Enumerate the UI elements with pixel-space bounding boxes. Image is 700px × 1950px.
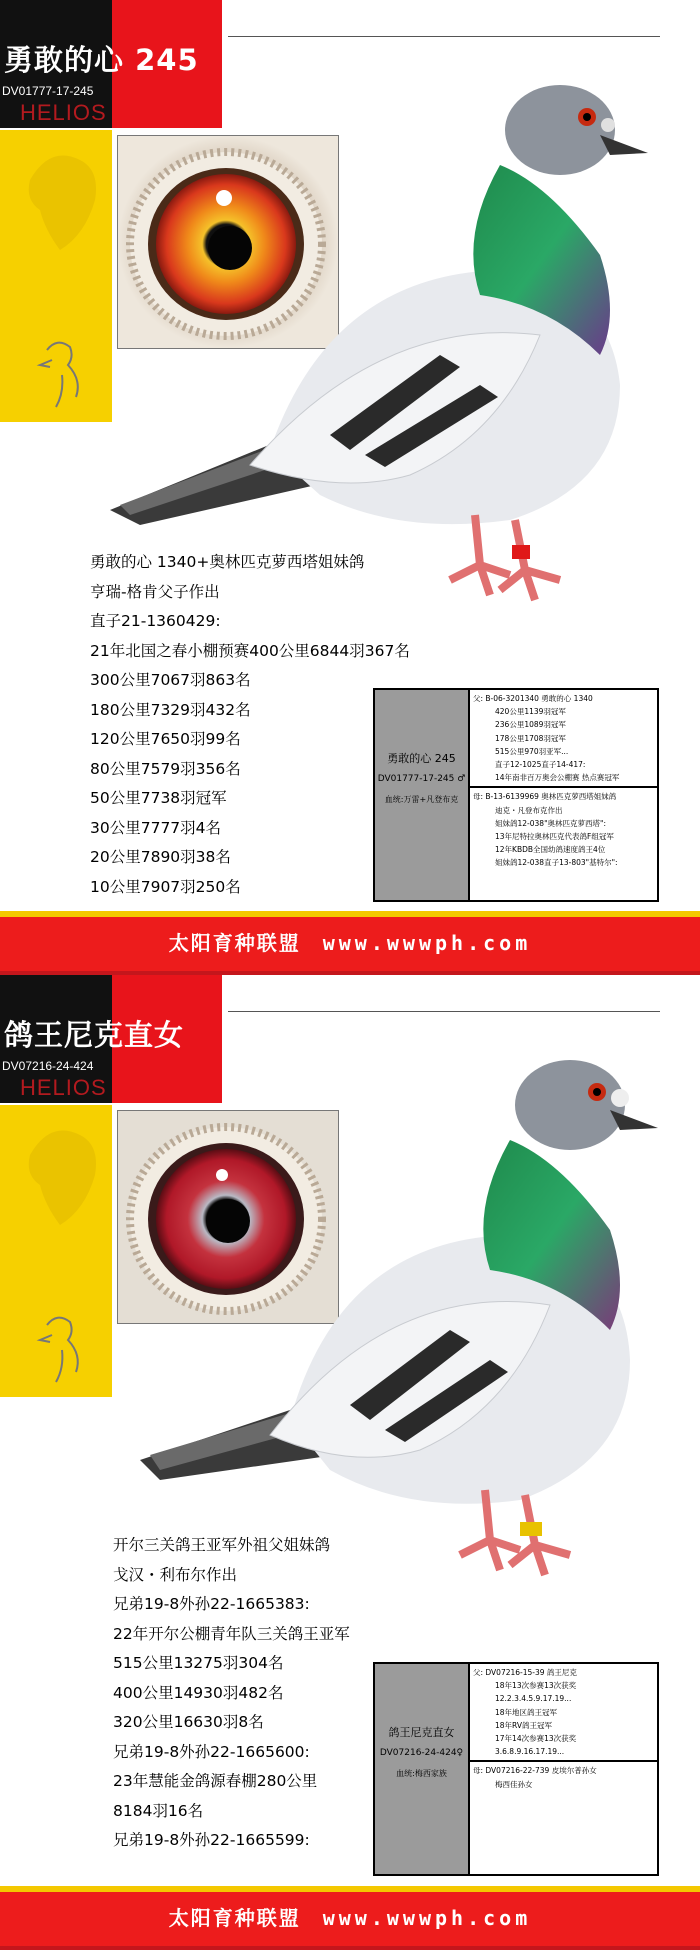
note-line: 515公里13275羽304名: [113, 1654, 284, 1672]
note-line: 亨瑞-格肯父子作出: [90, 582, 220, 601]
watermark-text: HELIOS: [20, 1075, 107, 1100]
header-divider: [228, 36, 660, 37]
pedigree-card: [373, 688, 659, 902]
sire-line: 420公里1139羽冠军: [495, 707, 566, 717]
note-line: 23年慧能金鸽源春棚280公里: [113, 1772, 318, 1790]
note-line: 180公里7329羽432名: [90, 700, 251, 719]
performance-notes: [113, 1531, 350, 1856]
footer-url[interactable]: www.wwwph.com: [322, 931, 532, 955]
note-line: 20公里7890羽38名: [90, 848, 231, 866]
sire-line: 18年地区鸽王冠军: [495, 1707, 558, 1717]
sire-line: 14年南非百万奥会公棚赛 热点赛冠军: [495, 773, 620, 783]
dam-line: 迪克・凡登布克作出: [495, 805, 563, 815]
footer-brand: 太阳育种联盟: [168, 1906, 301, 1930]
footer-url[interactable]: www.wwwph.com: [322, 1906, 532, 1930]
footer-brand: 太阳育种联盟: [168, 931, 301, 955]
footer-banner: [0, 1886, 700, 1950]
dam-line: 姐妹鸽12-038"奥林匹克萝西塔":: [495, 818, 606, 828]
dam-line: 姐妹鸽12-038直子13-803"基特尔":: [495, 858, 618, 868]
sire-line: 18年13次参赛13次获奖: [495, 1681, 577, 1691]
note-line: 直子21-1360429:: [90, 612, 221, 630]
pigeon-name-title: 鸽王尼克直女: [4, 1018, 185, 1052]
pedigree-bloodline: 血统:梅西家族: [396, 1769, 447, 1778]
sire-line: 18年RV鸽王冠军: [495, 1720, 552, 1730]
note-line: 22年开尔公棚青年队三关鸽王亚军: [113, 1624, 350, 1643]
pedigree-parents: [470, 690, 657, 900]
dam-line: 母: DV07216-22-739 皮埃尔普孙女: [473, 1766, 597, 1776]
pedigree-subject: [375, 1664, 470, 1874]
sire-line: 17年14次参赛13次获奖: [495, 1734, 577, 1744]
sire-line: 12.2.3.4.5.9.17.19...: [495, 1694, 572, 1704]
ring-number: DV01777-17-245: [2, 84, 94, 98]
note-line: 300公里7067羽863名: [90, 671, 251, 689]
pedigree-name: 鸽王尼克直女: [388, 1726, 455, 1739]
note-line: 400公里14930羽482名: [113, 1683, 284, 1702]
note-line: 320公里16630羽8名: [113, 1713, 264, 1731]
pedigree-card: [373, 1662, 659, 1876]
dam-line: 13年尼特拉奥林匹克代表鸽F组冠军: [495, 832, 614, 842]
note-line: 50公里7738羽冠军: [90, 789, 227, 807]
note-line: 勇敢的心 1340+奥林匹克萝西塔姐妹鸽: [90, 553, 365, 571]
note-line: 戈汉・利布尔作出: [113, 1565, 238, 1584]
note-line: 8184羽16名: [113, 1801, 204, 1820]
dam-section: [470, 786, 657, 871]
header-divider: [228, 1011, 660, 1012]
sire-line: 父: DV07216-15-39 鸽王尼克: [473, 1668, 577, 1677]
pedigree-parents: [470, 1664, 657, 1874]
dam-line: 母: B-13-6139969 奥林匹克萝西塔姐妹鸽: [473, 792, 617, 802]
note-line: 30公里7777羽4名: [90, 818, 222, 837]
sire-line: 3.6.8.9.16.17.19...: [495, 1747, 565, 1757]
ring-number: DV07216-24-424: [2, 1059, 94, 1073]
pedigree-subject: [375, 690, 470, 900]
footer-banner: [0, 911, 700, 975]
pigeon-name-title: 勇敢的心 245: [4, 43, 199, 77]
note-line: 10公里7907羽250名: [90, 877, 241, 896]
dam-section: [470, 1760, 657, 1792]
performance-notes: [90, 548, 410, 902]
sire-line: 178公里1708羽冠军: [495, 733, 566, 743]
note-line: 兄弟19-8外孙22-1665599:: [113, 1831, 310, 1849]
note-line: 兄弟19-8外孙22-1665383:: [113, 1595, 310, 1613]
sire-section: [470, 690, 657, 786]
sire-line: 236公里1089羽冠军: [495, 720, 566, 730]
note-line: 开尔三关鸽王亚军外祖父姐妹鸽: [113, 1536, 331, 1554]
pedigree-name: 勇敢的心 245: [387, 752, 456, 765]
pedigree-bloodline: 血统:万雷+凡登布克: [384, 795, 459, 804]
watermark-text: HELIOS: [20, 100, 107, 125]
sire-line: 直子12-1025直子14-417:: [495, 760, 586, 770]
dam-line: 12年KBDB全国幼鸽速度鸽王4位: [495, 845, 606, 855]
pigeon-panel-2: [0, 975, 700, 1950]
sire-line: 515公里970羽亚军...: [495, 746, 569, 756]
note-line: 兄弟19-8外孙22-1665600:: [113, 1742, 310, 1761]
pedigree-ring: DV01777-17-245 ♂: [377, 774, 466, 784]
note-line: 120公里7650羽99名: [90, 730, 241, 748]
note-line: 21年北国之春小棚预赛400公里6844羽367名: [90, 641, 410, 660]
note-line: 80公里7579羽356名: [90, 759, 241, 778]
sire-line: 父: B-06-3201340 勇敢的心 1340: [473, 694, 593, 703]
sire-section: [470, 1664, 657, 1760]
pedigree-ring: DV07216-24-424♀: [379, 1748, 464, 1758]
dam-line: 梅西佳孙女: [495, 1779, 533, 1789]
